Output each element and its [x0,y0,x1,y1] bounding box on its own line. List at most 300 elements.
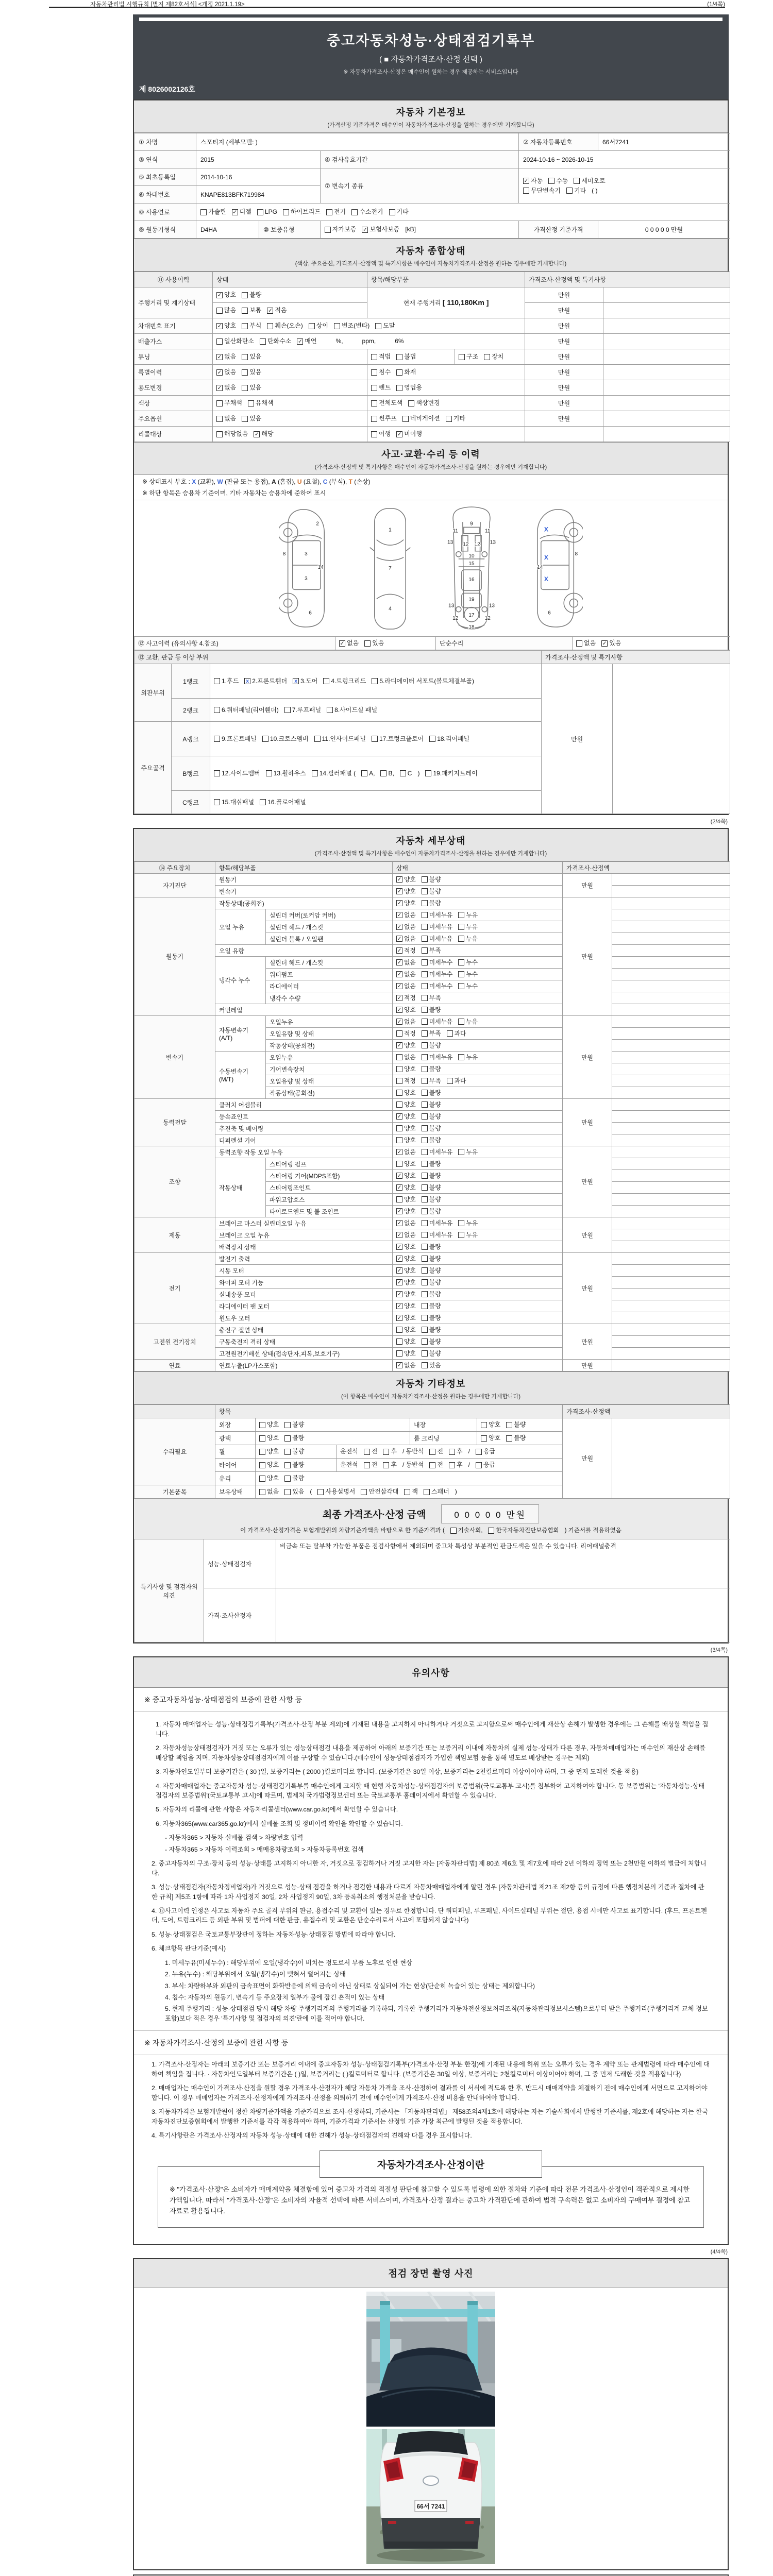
checkbox[interactable]: ✓ 양호 [397,1243,416,1250]
checkbox[interactable]: A, [361,770,375,777]
checkbox[interactable]: ✓ 양호 [397,887,416,895]
checkbox[interactable]: 응급 [476,1461,495,1469]
checkbox[interactable]: ✓ 양호 [217,291,237,298]
checkbox[interactable]: 미세누유 [422,1219,453,1227]
checkbox[interactable]: 불량 [422,876,441,884]
checkbox[interactable]: 5.라디에이터 서포트(볼트체결부품) [372,677,474,685]
checkbox[interactable]: ✓ 양호 [397,875,416,883]
checkbox[interactable]: 19.패키지트레이 [425,770,477,777]
color-change-checkbox-group[interactable] [371,399,521,407]
checkbox[interactable]: 수동 [548,177,568,185]
checkbox[interactable]: 불량 [422,1291,441,1298]
checkbox[interactable]: 색상변경 [408,399,440,407]
checkbox[interactable]: 부식 [242,322,261,330]
checkbox[interactable]: 부족 [422,994,441,1002]
checkbox[interactable]: 양호 [396,1065,416,1073]
checkbox[interactable]: C [400,770,412,777]
checkbox[interactable]: ✓ 디젤 [232,208,251,215]
checkbox[interactable]: 양호 [259,1448,279,1455]
checkbox[interactable]: 네비게이션 [402,415,440,422]
checkbox[interactable]: 미세누유 [422,1018,453,1026]
state-checkbox-group[interactable] [396,1243,559,1251]
checkbox[interactable]: 미세누유 [422,935,453,943]
checkbox[interactable]: ✓ 없음 [397,1231,416,1239]
state-checkbox-group[interactable] [396,1279,559,1286]
checkbox[interactable]: 누유 [458,1018,478,1026]
main-option-kind-checkbox-group[interactable] [371,415,521,422]
checkbox[interactable]: 불량 [422,1113,441,1121]
checkbox[interactable]: 잭 [404,1488,418,1496]
checkbox[interactable]: ✓ 양호 [397,1290,416,1298]
checkbox[interactable]: 기타 [566,187,586,195]
simple-repair-checkbox-group[interactable] [576,639,726,647]
state-checkbox-group[interactable] [396,935,559,943]
checkbox[interactable]: 렌트 [371,384,391,392]
checkbox[interactable]: 불법 [396,353,416,361]
basic-items-checkbox-group[interactable] [259,1488,559,1496]
checkbox[interactable]: 1.후드 [214,677,239,685]
warranty-checkbox-group[interactable] [325,226,514,233]
checkbox[interactable]: 누유 [458,1054,478,1061]
checkbox[interactable]: 누유 [458,923,478,931]
checkbox[interactable]: ✓ 매연 [297,337,317,345]
state-checkbox-group[interactable] [396,1255,559,1263]
checkbox[interactable]: 양호 [259,1421,279,1429]
checkbox[interactable]: 양호 [481,1421,500,1429]
checkbox[interactable]: 해당없음 [216,430,248,438]
checkbox[interactable]: 양호 [396,1101,416,1109]
checkbox[interactable]: 불량 [284,1421,304,1429]
emission-checkbox-group[interactable] [216,337,521,345]
state-checkbox-group[interactable] [396,1077,559,1085]
rankC-checkbox-group[interactable] [214,799,537,806]
rankA-checkbox-group[interactable] [214,735,537,743]
checkbox[interactable]: ✓ 양호 [397,1172,416,1179]
checkbox[interactable]: ✓ 없음 [397,1361,416,1369]
mileage-state-checkbox-group[interactable] [216,291,363,299]
checkbox[interactable]: 7.루프패널 [284,706,321,714]
checkbox[interactable]: 응급 [476,1448,495,1455]
checkbox[interactable]: 불량 [422,1184,441,1192]
checkbox[interactable]: ✓ 미이행 [397,430,422,437]
checkbox[interactable]: 전 [429,1448,443,1455]
checkbox[interactable]: 전체도색 [371,399,402,407]
checkbox[interactable]: ✓ 없음 [397,923,416,930]
wheel-checkbox-group[interactable] [259,1448,332,1455]
room-cleaning-checkbox-group[interactable] [481,1434,559,1442]
checkbox[interactable]: 기타 [446,415,465,422]
checkbox[interactable]: 불량 [284,1475,304,1482]
checkbox[interactable]: 기타 [389,208,409,216]
svg-text:12: 12 [474,541,480,548]
checkbox[interactable]: 후 [449,1448,463,1455]
checkbox[interactable]: 누수 [458,982,478,990]
state-checkbox-group[interactable] [396,911,559,919]
car-side-left-diagram [279,506,339,631]
checkbox[interactable]: 안전삼각대 [361,1488,398,1496]
checkbox[interactable]: 6.쿼터패널(리어휀더) [214,706,279,714]
checkbox[interactable]: ✓ 없음 [397,982,416,990]
checkbox[interactable]: 불량 [422,1196,441,1204]
checkbox[interactable]: ✓ 없음 [397,958,416,966]
checkbox[interactable]: 불량 [422,888,441,895]
checkbox[interactable]: 부족 [422,1030,441,1038]
checkbox[interactable]: 누유 [458,935,478,943]
checkbox[interactable]: 누수 [458,959,478,967]
state-checkbox-group[interactable] [396,923,559,931]
checkbox[interactable]: 미세누수 [422,982,453,990]
checkbox[interactable]: 미세누유 [422,911,453,919]
checkbox[interactable]: 불량 [422,1065,441,1073]
checkbox[interactable]: 미세누수 [422,971,453,978]
checkbox[interactable]: 양호 [481,1434,500,1442]
checkbox[interactable]: ✓ 양호 [397,1255,416,1262]
checkbox[interactable]: 유채색 [248,399,274,407]
state-checkbox-group[interactable] [396,1350,559,1358]
checkbox[interactable]: 가솔린 [200,208,226,216]
state-checkbox-group[interactable] [396,1362,559,1369]
checkbox[interactable]: 누유 [458,1219,478,1227]
checkbox[interactable]: 불량 [422,1243,441,1251]
checkbox[interactable]: 있음 [242,415,261,422]
state-checkbox-group[interactable] [396,1172,559,1180]
checkbox[interactable]: 하이브리드 [283,208,321,216]
checkbox[interactable]: 불량 [242,291,261,299]
state-checkbox-group[interactable] [396,1231,559,1239]
checkbox[interactable]: 양호 [259,1461,279,1469]
checkbox[interactable]: 불량 [422,1172,441,1180]
checkbox[interactable]: ✓ 양호 [397,1207,416,1215]
checkbox[interactable]: 전 [364,1461,378,1469]
checkbox[interactable]: x 3.도어 [293,677,317,685]
state-checkbox-group[interactable] [396,876,559,884]
state-checkbox-group[interactable] [396,1184,559,1192]
checkbox[interactable]: ✓ 적음 [267,307,287,314]
checkbox[interactable]: 미세누유 [422,1148,453,1156]
checkbox[interactable]: 전 [364,1448,378,1455]
checkbox[interactable]: 보통 [242,307,261,314]
checkbox[interactable]: 불량 [422,1089,441,1097]
checkbox[interactable]: 적정 [396,1077,416,1085]
checkbox[interactable]: 기술사회, [450,1527,483,1534]
tire-checkbox-group[interactable] [259,1461,332,1469]
checkbox[interactable]: 14.필러패널 ( [312,770,356,777]
checkbox[interactable]: ✓ 없음 [217,384,237,391]
checkbox[interactable]: 적정 [396,1030,416,1038]
checkbox[interactable]: 불량 [422,1314,441,1322]
state-checkbox-group[interactable] [396,1125,559,1132]
checkbox[interactable]: 무단변속기 [523,187,561,195]
checkbox[interactable]: 썬루프 [371,415,397,422]
rankB-checkbox-group[interactable] [214,770,537,777]
checkbox[interactable]: 없음 [216,415,236,422]
checkbox[interactable]: 18.리어패널 [429,735,469,743]
checkbox[interactable]: 탄화수소 [260,337,291,345]
tuning-kind-checkbox-group[interactable] [459,353,521,361]
checkbox[interactable]: ✓ 없음 [397,1148,416,1156]
checkbox[interactable]: 전기 [326,208,346,216]
checkbox[interactable]: 불량 [422,1101,441,1109]
rank2-checkbox-group[interactable] [214,706,537,714]
usage-change-checkbox-group[interactable] [216,384,363,392]
checkbox[interactable]: ✓ 양호 [397,1266,416,1274]
checkbox[interactable]: 없음 [259,1488,279,1496]
checkbox[interactable]: ✓ 양호 [397,1183,416,1191]
checkbox[interactable]: 과다 [447,1077,466,1085]
checkbox[interactable]: 불량 [422,1302,441,1310]
state-checkbox-group[interactable] [396,1089,559,1097]
checkbox[interactable]: ✓ 양호 [217,322,237,329]
checkbox[interactable]: 9.프론트패널 [214,735,257,743]
checkbox[interactable]: 양호 [396,1196,416,1204]
checkbox[interactable]: 부족 [422,1077,441,1085]
checkbox[interactable]: 영업용 [396,384,422,392]
checkbox[interactable]: 있음 [242,353,261,361]
polish-checkbox-group[interactable] [259,1434,406,1442]
checkbox[interactable]: 있음 [242,384,261,392]
checkbox[interactable]: 불량 [284,1434,304,1442]
checkbox-text: 6% [395,337,404,345]
checkbox[interactable]: 과다 [447,1030,466,1038]
tire-position-checkbox-group[interactable] [340,1461,559,1469]
checkbox[interactable]: 15.대쉬패널 [214,799,254,806]
checkbox[interactable]: 적법 [371,353,391,361]
state-checkbox-group[interactable] [396,1196,559,1204]
checkbox[interactable]: 상이 [309,322,328,330]
checkbox[interactable]: ✓ 적정 [397,994,416,1002]
checkbox[interactable]: 이행 [371,430,391,438]
state-checkbox-group[interactable] [396,971,559,978]
checkbox[interactable]: 수소전기 [351,208,383,216]
state-checkbox-group[interactable] [396,947,559,955]
fuel-checkbox-group[interactable] [200,208,726,216]
checkbox[interactable]: 12.사이드멤버 [214,770,260,777]
state-checkbox-group[interactable] [396,982,559,990]
checkbox[interactable]: 세미오토 [574,177,605,185]
state-checkbox-group[interactable] [396,1267,559,1275]
special-history-checkbox-group[interactable] [216,368,363,376]
checkbox[interactable]: 10.크로스멤버 [262,735,309,743]
state-checkbox-group[interactable] [396,1326,559,1334]
tuning-checkbox-group[interactable] [216,353,363,361]
checkbox[interactable]: 11.인사이드패널 [314,735,366,743]
checkbox[interactable]: 16.플로어패널 [260,799,306,806]
checkbox[interactable]: ✓ 없음 [397,970,416,978]
state-checkbox-group[interactable] [396,1137,559,1144]
exterior-checkbox-group[interactable] [259,1421,406,1429]
checkbox[interactable]: 있음 [422,1362,441,1369]
checkbox[interactable]: 17.트렁크플로어 [372,735,424,743]
recall-done-checkbox-group[interactable] [371,430,521,438]
checkbox[interactable]: B, [380,770,394,777]
state-checkbox-group[interactable] [396,1291,559,1298]
special-history-kind-checkbox-group[interactable] [371,368,521,376]
checkbox[interactable]: 불량 [284,1461,304,1469]
checkbox[interactable]: 미세누유 [422,1231,453,1239]
state-checkbox-group[interactable] [396,888,559,895]
checkbox[interactable]: 도말 [375,322,395,330]
state-checkbox-group[interactable] [396,1160,559,1168]
state-checkbox-group[interactable] [396,1338,559,1346]
checkbox[interactable]: ✓ 없음 [217,353,237,360]
checkbox[interactable]: 양호 [396,1089,416,1097]
checkbox[interactable]: ✓ 없음 [397,911,416,919]
checkbox[interactable]: ✓ 없음 [217,368,237,376]
interior-checkbox-group[interactable] [481,1421,559,1429]
state-checkbox-group[interactable] [396,1030,559,1038]
checkbox[interactable]: 부족 [422,947,441,955]
checkbox[interactable]: 불량 [422,1255,441,1263]
checkbox[interactable]: 13.휠하우스 [266,770,306,777]
checkbox[interactable]: 양호 [396,1137,416,1144]
color-checkbox-group[interactable] [216,399,363,407]
checkbox[interactable]: 없음 [396,1054,416,1061]
checkbox[interactable]: ✓ 없음 [397,1219,416,1227]
checkbox[interactable]: 자가보증 [325,226,356,233]
checkbox[interactable]: 불량 [422,1350,441,1358]
checkbox[interactable]: 누유 [458,1148,478,1156]
checkbox[interactable]: 전 [429,1461,443,1469]
notice-subitem: - 자동차365 > 자동차 이력조회 > 매매용차량조회 > 자동차등록번호 검색 [165,1845,364,1853]
checkbox[interactable]: ✓ 자동 [524,177,543,184]
checkbox[interactable]: 있음 [284,1488,304,1496]
checkbox[interactable]: 불량 [506,1434,526,1442]
state-checkbox-group[interactable] [396,1219,559,1227]
checkbox[interactable]: 불량 [422,1042,441,1049]
checkbox[interactable]: 8.사이드실 패널 [327,706,377,714]
final-price-standard-checkbox-group[interactable] [240,1527,621,1534]
checkbox[interactable]: ✓ 해당 [254,430,274,437]
state-checkbox-group[interactable] [396,1208,559,1215]
checkbox[interactable]: 미세누유 [422,923,453,931]
state-checkbox-group[interactable] [396,1101,559,1109]
tuning-legal-checkbox-group[interactable] [371,353,451,361]
rank1-checkbox-group[interactable] [214,677,537,685]
checkbox[interactable]: 없음 [576,639,596,647]
checkbox[interactable]: 양호 [396,1160,416,1168]
checkbox[interactable]: ✓ 없음 [397,935,416,942]
glass-checkbox-group[interactable] [259,1475,559,1482]
checkbox[interactable]: 누수 [458,971,478,978]
checkbox[interactable]: ✓ 적정 [397,946,416,954]
checkbox[interactable]: ✓ 양호 [397,1278,416,1286]
checkbox[interactable]: 양호 [396,1125,416,1132]
checkbox[interactable]: 누유 [458,1231,478,1239]
state-checkbox-group[interactable] [396,1065,559,1073]
photos-area [134,2287,728,2569]
checkbox[interactable]: 있음 [242,368,261,376]
checkbox[interactable]: 불량 [284,1448,304,1455]
checkbox[interactable]: 불량 [422,1208,441,1215]
checkbox[interactable]: ✓ 양호 [397,1041,416,1049]
checkbox[interactable]: 불량 [422,1267,441,1275]
state-checkbox-group[interactable] [396,1006,559,1014]
checkbox[interactable]: ✓ 없음 [340,639,359,647]
state-checkbox-group[interactable] [396,959,559,967]
checkbox[interactable]: 양호 [396,1326,416,1334]
usage-change-kind-checkbox-group[interactable] [371,384,521,392]
checkbox[interactable]: 사용설명서 [317,1488,355,1496]
checkbox[interactable]: 양호 [396,1350,416,1358]
checkbox[interactable]: 있음 [364,639,384,647]
state-checkbox-group[interactable] [396,1148,559,1156]
checkbox[interactable]: 변조(변타) [334,322,369,330]
checkbox[interactable]: ✓ 있음 [602,639,621,647]
checkbox[interactable]: 누유 [458,911,478,919]
checkbox[interactable]: 후 [383,1461,397,1469]
checkbox[interactable]: 4.트렁크리드 [323,677,366,685]
checkbox[interactable]: 불량 [422,1160,441,1168]
accident-history-checkbox-group[interactable] [339,639,432,647]
checkbox[interactable]: 불량 [422,900,441,907]
checkbox[interactable]: 양호 [396,1338,416,1346]
mileage-amount-checkbox-group[interactable] [216,307,363,314]
vin-mark-checkbox-group[interactable] [216,322,521,330]
state-checkbox-group[interactable] [396,1113,559,1121]
checkbox[interactable]: ✓ 양호 [397,899,416,907]
state-checkbox-group[interactable] [396,1042,559,1049]
price-cell: 만원 [525,365,603,380]
checkbox[interactable]: 훼손(오손) [267,322,303,330]
checkbox[interactable]: ✓ 양호 [397,1314,416,1321]
checkbox[interactable]: 무채색 [216,399,242,407]
checkbox[interactable]: 불량 [422,1137,441,1144]
checkbox[interactable]: 화재 [396,368,416,376]
state-checkbox-group[interactable] [396,1054,559,1061]
checkbox[interactable]: ✓ 없음 [397,1018,416,1025]
checkbox[interactable]: 불량 [422,1279,441,1286]
checkbox[interactable]: 후 [449,1461,463,1469]
checkbox[interactable]: 불량 [422,1125,441,1132]
checkbox[interactable]: 불량 [422,1326,441,1334]
recall-checkbox-group[interactable] [216,430,363,438]
transmission-checkbox-group-2[interactable] [523,187,726,195]
main-option-checkbox-group[interactable] [216,415,363,422]
state-checkbox-group[interactable] [396,994,559,1002]
checkbox[interactable]: 스패너 [424,1488,449,1496]
group-label: 동력전달 [135,1099,215,1146]
checkbox[interactable]: 일산화탄소 [216,337,254,345]
price-cell: 만원 [525,303,603,318]
checkbox[interactable]: 후 [383,1448,397,1455]
state-checkbox-group[interactable] [396,1302,559,1310]
checkbox[interactable]: 양호 [259,1475,279,1482]
checkbox[interactable]: ✓ 양호 [397,1006,416,1013]
checkbox[interactable]: 많음 [216,307,236,314]
checkbox[interactable]: 불량 [422,1338,441,1346]
state-checkbox-group[interactable] [396,1314,559,1322]
state-checkbox-group[interactable] [396,1018,559,1026]
checkbox[interactable]: ✓ 보험사보증 [362,226,400,233]
checkbox[interactable]: 한국자동차진단보증협회 [488,1527,559,1534]
checkbox[interactable]: 양호 [259,1434,279,1442]
checkbox[interactable]: 구조 [459,353,478,361]
state-checkbox-group[interactable] [396,900,559,907]
checkbox[interactable]: 불량 [422,1006,441,1014]
checkbox[interactable]: ✓ 양호 [397,1112,416,1120]
checkbox[interactable]: x 2.프론트휀더 [244,677,287,685]
checkbox[interactable]: 미세누수 [422,959,453,967]
checkbox[interactable]: 미세누유 [422,1054,453,1061]
checkbox[interactable]: ✓ 양호 [397,1302,416,1310]
checkbox[interactable]: 장치 [484,353,503,361]
law-reference: 자동차관리법 시행규칙 [별지 제82호서식] <개정 2021.1.19> [90,2,245,8]
wheel-position-checkbox-group[interactable] [340,1448,559,1455]
checkbox[interactable]: LPG [257,208,277,216]
checkbox[interactable]: 침수 [371,368,391,376]
transmission-checkbox-group[interactable] [523,177,726,185]
checkbox[interactable]: 불량 [506,1421,526,1429]
